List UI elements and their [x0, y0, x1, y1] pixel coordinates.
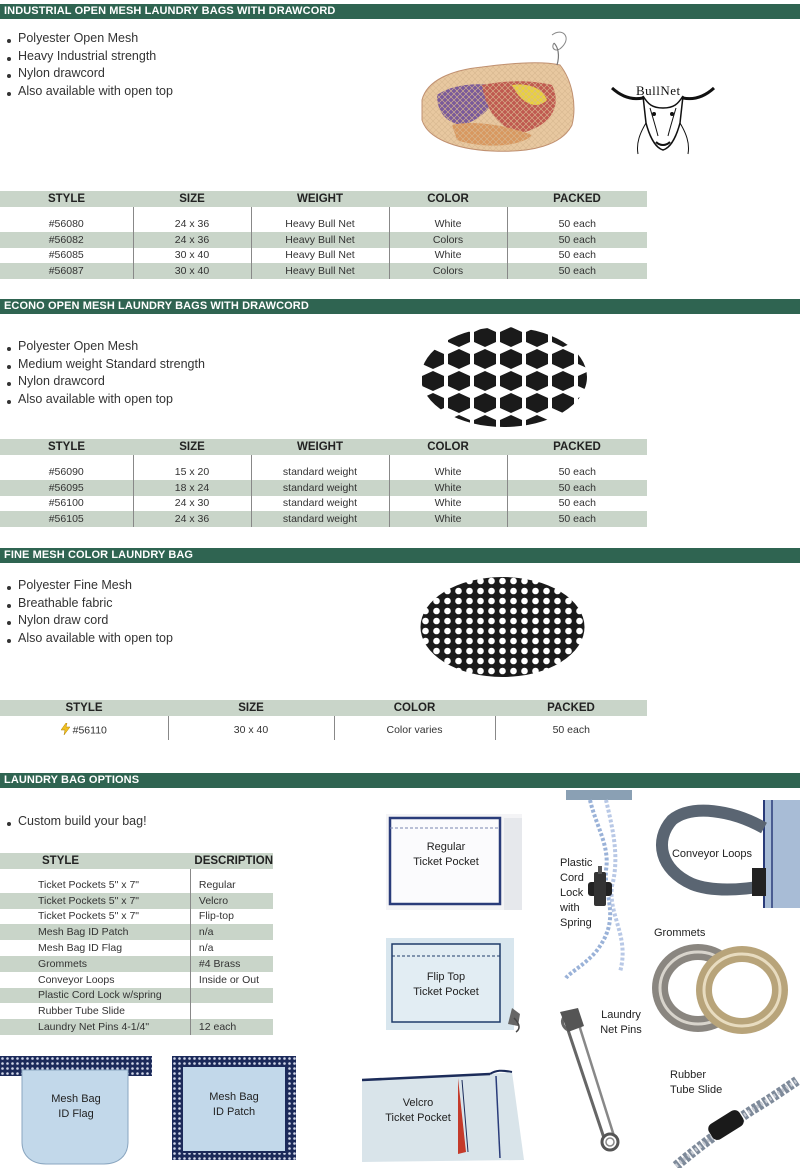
- table-row: [0, 924, 273, 940]
- feature-item: Also available with open top: [6, 83, 173, 101]
- table-cell: Velcro: [190, 893, 273, 909]
- table-cell: #56085: [0, 248, 133, 264]
- label-line: ID Patch: [212, 1106, 256, 1118]
- section-title-options: LAUNDRY BAG OPTIONS: [0, 773, 800, 788]
- table-cell: White: [389, 216, 507, 232]
- table-row: [0, 464, 647, 480]
- table-row: [0, 511, 647, 527]
- column-header: STYLE: [0, 191, 133, 207]
- table-header-row: [0, 700, 647, 716]
- label-line: Flip Top: [426, 971, 466, 983]
- table-cell: #4 Brass: [190, 956, 273, 972]
- table-row: [0, 1019, 273, 1035]
- column-header: COLOR: [389, 439, 507, 455]
- table-cell: 50 each: [558, 497, 596, 510]
- table-cell: 50 each: [507, 480, 647, 496]
- table-cell: #56082: [0, 232, 133, 248]
- velcro-ticket-pocket-photo: [362, 1068, 526, 1162]
- options-features-list: [6, 813, 147, 831]
- feature-item: Polyester Open Mesh: [6, 30, 173, 48]
- table-cell: #56080: [0, 216, 133, 232]
- table-cell: Mesh Bag ID Patch: [0, 924, 190, 940]
- fine-mesh-features-list: [6, 577, 173, 648]
- feature-item: Medium weight Standard strength: [6, 356, 205, 374]
- table-cell: 12 each: [190, 1019, 273, 1035]
- label-line: Cord: [560, 872, 584, 884]
- table-header-row: [0, 853, 273, 869]
- table-cell: 50 each: [507, 232, 647, 248]
- table-row: [0, 216, 647, 232]
- econo-spec-table: [0, 439, 647, 527]
- regular-pocket-label: [410, 840, 482, 870]
- label-line: Laundry: [601, 1009, 641, 1021]
- table-cell: White: [389, 496, 507, 512]
- table-row: [0, 893, 273, 909]
- label-line: Mesh Bag: [51, 1093, 101, 1105]
- table-cell: #56100: [0, 496, 133, 512]
- table-cell: 50 each: [552, 724, 590, 736]
- table-cell: Regular: [198, 878, 236, 891]
- table-row: [0, 988, 273, 1004]
- fine-mesh-swatch: [420, 576, 585, 678]
- label-line: Rubber: [670, 1069, 707, 1081]
- table-cell: 24 x 30: [133, 496, 251, 512]
- laundry-net-pin-photo: [556, 1006, 646, 1156]
- table-row: [0, 720, 647, 740]
- table-cell: 18 x 24: [133, 480, 251, 496]
- column-header: PACKED: [507, 191, 647, 207]
- table-cell: n/a: [198, 942, 214, 955]
- table-cell: White: [389, 464, 507, 480]
- industrial-features-list: [6, 30, 173, 101]
- table-cell: #56105: [0, 511, 133, 527]
- id-patch-photo: [172, 1056, 296, 1160]
- table-cell: 30 x 40: [133, 248, 251, 264]
- table-header-row: [0, 191, 647, 207]
- label-line: Plastic: [560, 857, 593, 869]
- options-table: [0, 853, 273, 1035]
- table-cell: [0, 720, 168, 740]
- regular-ticket-pocket-photo: [386, 814, 522, 910]
- label-line: Ticket Pocket: [385, 1112, 451, 1124]
- table-cell: Inside or Out: [198, 973, 260, 986]
- table-row: [0, 480, 647, 496]
- table-cell: Rubber Tube Slide: [0, 1003, 190, 1019]
- column-header: SIZE: [168, 700, 334, 716]
- table-cell: Ticket Pockets 5" x 7": [0, 909, 190, 925]
- feature-item: Nylon drawcord: [6, 65, 173, 83]
- table-cell: 50 each: [558, 217, 596, 230]
- bullnet-logo: [608, 78, 718, 156]
- table-row: [0, 909, 273, 925]
- style-number: #56110: [72, 723, 107, 736]
- label-line: ID Flag: [58, 1108, 94, 1120]
- table-cell: Flip-top: [198, 910, 234, 923]
- table-cell: 50 each: [558, 249, 596, 262]
- feature-item: Nylon draw cord: [6, 612, 173, 630]
- flip-top-ticket-pocket-photo: [386, 938, 526, 1034]
- table-cell: White: [389, 248, 507, 264]
- table-cell: 50 each: [507, 263, 647, 279]
- industrial-bag-photo: [412, 25, 582, 160]
- table-cell: standard weight: [251, 511, 389, 527]
- table-cell: Colors: [389, 232, 507, 248]
- label-line: with: [560, 902, 580, 914]
- column-header: DESCRIPTION: [190, 853, 273, 869]
- table-header-row: [0, 439, 647, 455]
- id-flag-photo: [0, 1056, 152, 1166]
- table-cell: 15 x 20: [133, 464, 251, 480]
- feature-item: Polyester Open Mesh: [6, 338, 205, 356]
- table-cell: 24 x 36: [133, 232, 251, 248]
- column-header: WEIGHT: [251, 439, 389, 455]
- rubber-tube-slide-photo: [662, 1064, 800, 1168]
- table-cell: standard weight: [251, 480, 389, 496]
- grommets-photo: [648, 924, 794, 1038]
- net-pins-label: [596, 1008, 646, 1038]
- table-row: [0, 496, 647, 512]
- label-line: Spring: [560, 917, 592, 929]
- table-cell: Mesh Bag ID Flag: [0, 940, 190, 956]
- table-cell: n/a: [190, 924, 273, 940]
- table-cell: Laundry Net Pins 4-1/4": [0, 1019, 190, 1035]
- feature-item: Custom build your bag!: [6, 813, 147, 831]
- label-line: Regular: [426, 841, 466, 853]
- table-row: [0, 263, 647, 279]
- feature-item: Heavy Industrial strength: [6, 48, 173, 66]
- column-header: STYLE: [0, 700, 168, 716]
- table-cell: Heavy Bull Net: [251, 248, 389, 264]
- table-row: [0, 877, 273, 893]
- label-line: Net Pins: [600, 1024, 642, 1036]
- table-cell: 50 each: [558, 465, 596, 478]
- column-header: COLOR: [389, 191, 507, 207]
- table-row: [0, 232, 647, 248]
- table-cell: Colors: [389, 263, 507, 279]
- bullnet-logo-text: BullNet: [636, 83, 681, 98]
- velcro-pocket-label: [380, 1096, 456, 1126]
- section-title-econo: ECONO OPEN MESH LAUNDRY BAGS WITH DRAWCORD: [0, 299, 800, 314]
- label-line: Lock: [560, 887, 584, 899]
- feature-item: Nylon drawcord: [6, 373, 205, 391]
- industrial-spec-table: [0, 191, 647, 279]
- table-cell: Ticket Pockets 5" x 7": [0, 877, 190, 893]
- table-cell: Color varies: [334, 720, 495, 740]
- table-cell: Heavy Bull Net: [251, 216, 389, 232]
- column-header: SIZE: [133, 191, 251, 207]
- table-cell: 30 x 40: [133, 263, 251, 279]
- table-cell: standard weight: [251, 464, 389, 480]
- label-line: Ticket Pocket: [413, 856, 479, 868]
- table-cell: #56095: [0, 480, 133, 496]
- section-title-fine-mesh: FINE MESH COLOR LAUNDRY BAG: [0, 548, 800, 563]
- table-cell: Plastic Cord Lock w/spring: [0, 988, 190, 1004]
- table-cell: White: [389, 480, 507, 496]
- table-cell: Conveyor Loops: [0, 972, 190, 988]
- table-cell: [190, 1003, 273, 1019]
- table-row: [0, 248, 647, 264]
- open-mesh-swatch: [420, 326, 588, 428]
- lightning-bolt-icon: [61, 723, 70, 738]
- table-cell: 50 each: [507, 511, 647, 527]
- table-cell: #56090: [0, 464, 133, 480]
- label-line: Ticket Pocket: [413, 986, 479, 998]
- table-cell: Heavy Bull Net: [251, 263, 389, 279]
- label-line: Velcro: [402, 1097, 434, 1109]
- column-header: PACKED: [495, 700, 647, 716]
- flip-top-pocket-label: [394, 970, 498, 1000]
- table-row: [0, 972, 273, 988]
- column-header: STYLE: [0, 853, 190, 869]
- column-header: COLOR: [334, 700, 495, 716]
- column-header: STYLE: [0, 439, 133, 455]
- table-cell: [190, 988, 273, 1004]
- label-line: Tube Slide: [670, 1084, 723, 1096]
- feature-item: Also available with open top: [6, 630, 173, 648]
- table-row: [0, 1003, 273, 1019]
- table-cell: 30 x 40: [168, 720, 334, 740]
- conveyor-loops-photo: [652, 800, 800, 908]
- table-cell: Grommets: [0, 956, 190, 972]
- table-cell: White: [389, 511, 507, 527]
- section-title-industrial: INDUSTRIAL OPEN MESH LAUNDRY BAGS WITH DRAWCORD: [0, 4, 800, 19]
- column-header: WEIGHT: [251, 191, 389, 207]
- table-cell: standard weight: [251, 496, 389, 512]
- cord-lock-label: [560, 856, 600, 931]
- table-cell: #56087: [0, 263, 133, 279]
- column-header: PACKED: [507, 439, 647, 455]
- id-flag-label: [36, 1092, 116, 1122]
- conveyor-loops-label: Conveyor Loops: [671, 848, 753, 860]
- id-patch-label: [192, 1090, 276, 1120]
- grommets-label: Grommets: [654, 927, 706, 939]
- table-cell: Ticket Pockets 5" x 7": [0, 893, 190, 909]
- table-cell: 24 x 36: [133, 216, 251, 232]
- cord-lock-photo: [560, 786, 640, 982]
- feature-item: Breathable fabric: [6, 595, 173, 613]
- econo-features-list: [6, 338, 205, 409]
- fine-mesh-spec-table: [0, 700, 647, 740]
- table-cell: 24 x 36: [133, 511, 251, 527]
- tube-slide-label: [670, 1068, 736, 1098]
- table-cell: Heavy Bull Net: [251, 232, 389, 248]
- label-line: Mesh Bag: [209, 1091, 259, 1103]
- table-row: [0, 956, 273, 972]
- feature-item: Also available with open top: [6, 391, 205, 409]
- table-row: [0, 940, 273, 956]
- feature-item: Polyester Fine Mesh: [6, 577, 173, 595]
- column-header: SIZE: [133, 439, 251, 455]
